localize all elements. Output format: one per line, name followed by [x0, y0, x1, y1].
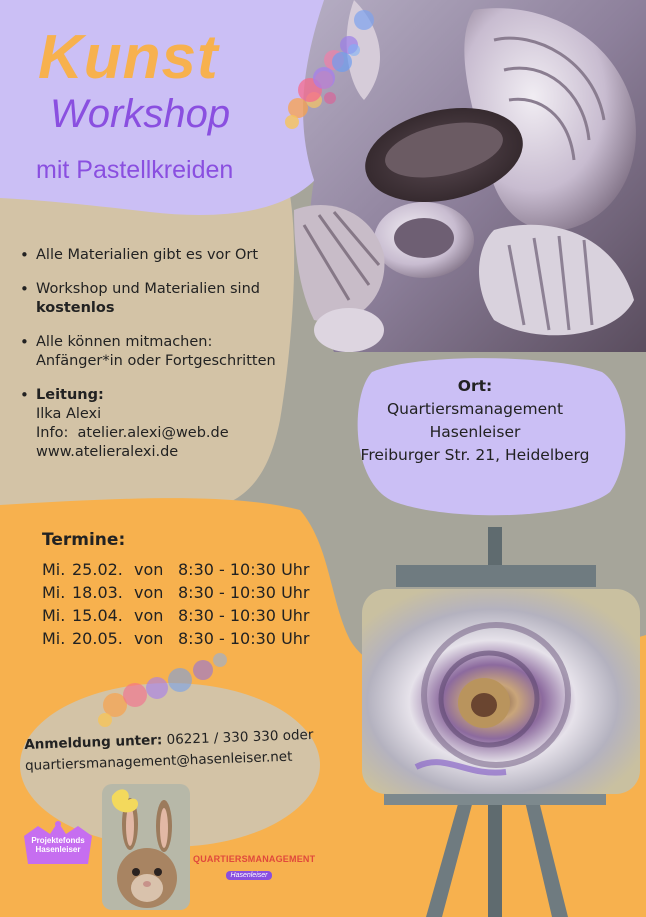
- leitung-website[interactable]: www.atelieralexi.de: [36, 444, 179, 460]
- termin-row: Mi. 25.02. von 8:30 - 10:30 Uhr: [42, 560, 310, 579]
- title-kunst: Kunst: [38, 23, 219, 92]
- feature-item: • Workshop und Materialien sind kostenlos: [24, 280, 304, 318]
- title-workshop: Workshop: [50, 92, 231, 136]
- projektefonds-logo: Projektefonds Hasenleiser: [20, 820, 96, 870]
- feature-item-leitung: • Leitung: Ilka Alexi Info: atelier.alexi@web.de www.atelieralexi.de: [24, 386, 304, 462]
- termine-heading: Termine:: [42, 530, 126, 550]
- title-subtitle: mit Pastellkreiden: [36, 156, 234, 184]
- leitung-heading: Leitung: [36, 387, 99, 403]
- feature-list: [10, 246, 304, 477]
- registration-label: Anmeldung unter:: [24, 732, 163, 753]
- bunny-painting-image: [102, 784, 190, 910]
- location-box: Ort: Quartiersmanagement Hasenleiser Freiburger Str. 21, Heidelberg: [350, 375, 600, 467]
- termine-list: [42, 558, 310, 650]
- registration-phone[interactable]: 06221 / 330 330 oder: [166, 726, 314, 749]
- leitung-name: Ilka Alexi: [36, 406, 102, 422]
- location-heading: Ort:: [457, 377, 493, 395]
- pastel-dust-decoration: [280, 40, 370, 140]
- termin-row: Mi. 18.03. von 8:30 - 10:30 Uhr: [42, 583, 310, 602]
- termin-row: Mi. 15.04. von 8:30 - 10:30 Uhr: [42, 606, 310, 625]
- registration-email[interactable]: quartiersmanagement@hasenleiser.net: [24, 748, 293, 774]
- quartiersmanagement-logo: QUARTIERSMANAGEMENT Hasenleiser: [193, 854, 316, 879]
- termin-row: Mi. 20.05. von 8:30 - 10:30 Uhr: [42, 629, 310, 648]
- leitung-email[interactable]: atelier.alexi@web.de: [77, 425, 229, 441]
- pastel-dust-decoration-2: [95, 650, 235, 730]
- feature-item: • Alle Materialien gibt es vor Ort: [24, 246, 304, 265]
- easel-painting-image: [356, 527, 646, 917]
- feature-item: • Alle können mitmachen: Anfänger*in oder Fortgeschritten: [24, 333, 304, 371]
